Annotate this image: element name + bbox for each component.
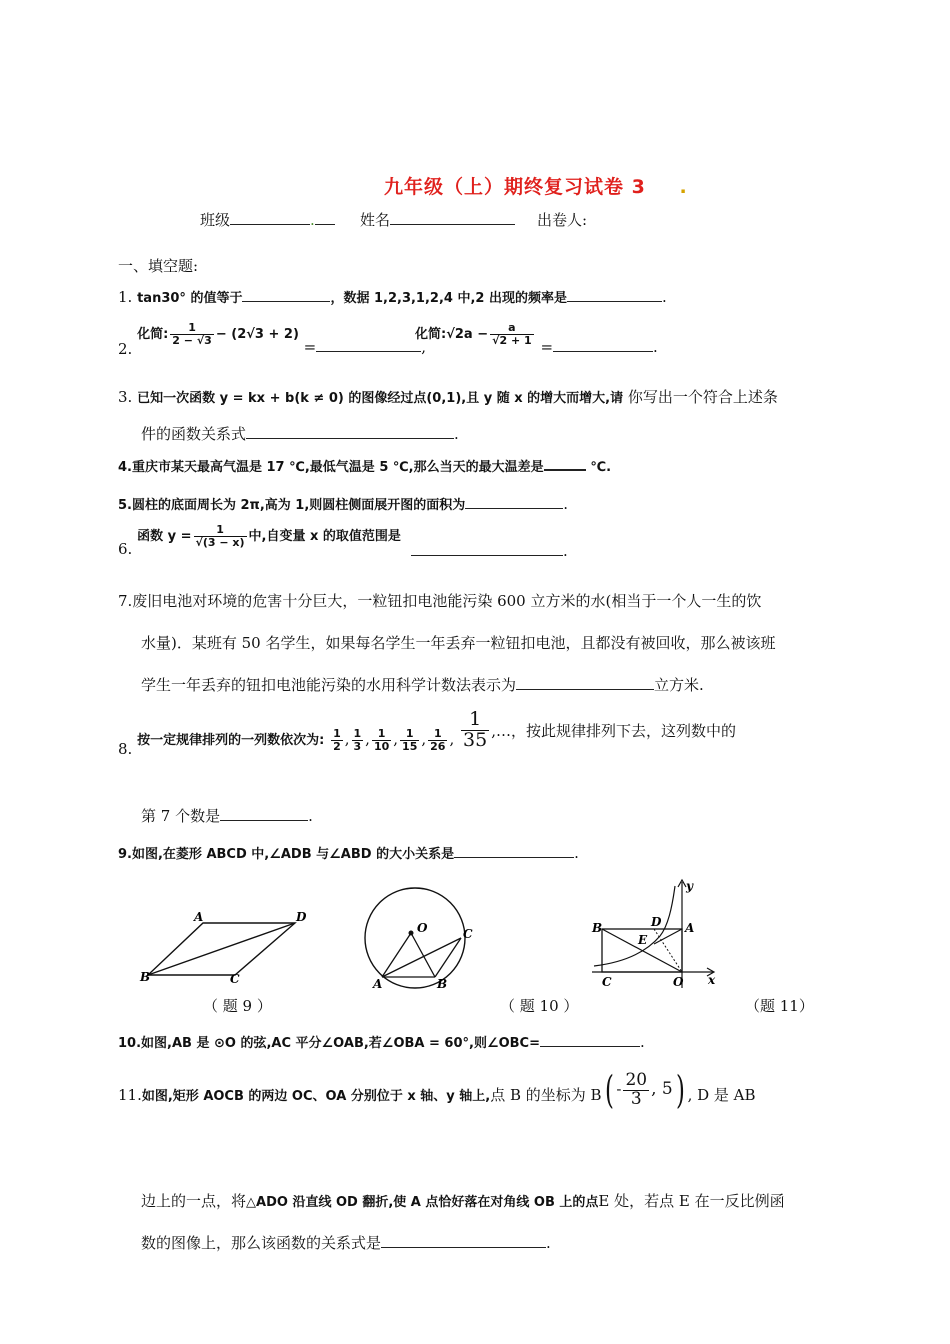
- question-11-line3: 数的图像上，那么该函数的关系式是 .: [141, 1234, 551, 1252]
- class-blank[interactable]: [230, 210, 310, 225]
- fig11-label-d: D: [651, 915, 662, 929]
- fig11-label-c: C: [602, 975, 612, 989]
- question-6: 6. 函数 y = $\frac{1}{√(3 - x)}$ 中,自变量 x 的取值范围是: [118, 523, 401, 559]
- question-8-line2: 第 7 个数是 .: [141, 807, 313, 825]
- fig11-label-x: x: [708, 973, 716, 987]
- fig10-label-a: A: [373, 977, 383, 991]
- question-4: 4.重庆市某天最高气温是 17 ℃,最低气温是 5 ℃,那么当天的最大温差是 ℃.: [118, 455, 611, 475]
- name-blank[interactable]: [390, 210, 515, 225]
- fig9-label-a: A: [194, 910, 204, 924]
- fig11-label-a: A: [685, 921, 695, 935]
- question-7-line2: 水量)．某班有 50 名学生，如果每名学生一年丢弃一粒钮扣电池，且都没有被回收，那么被该班: [141, 634, 776, 652]
- fig11-label-e: E: [638, 933, 648, 947]
- q11-blank[interactable]: [381, 1233, 546, 1248]
- question-11-line2: 边上的一点，将△ADO 沿直线 OD 翻折,使 A 点恰好落在对角线 OB 上的点E 处，若点 E 在一反比例函: [141, 1192, 785, 1210]
- setter-label: 出卷人:: [537, 211, 588, 229]
- q2-fraction-2: $\frac{a}{√2 + 1}$: [492, 321, 532, 347]
- q1-blank-2[interactable]: [567, 287, 662, 302]
- q6-fraction: $\frac{1}{√(3 - x)}$: [195, 523, 245, 549]
- q8-sequence: $\frac{1}{2}$ , $\frac{1}{3}$ , $\frac{1}{10}$ , $\frac{1}{15}$ , $\frac{1}{26}$ ,: [333, 727, 455, 753]
- q1-blank-1[interactable]: [242, 287, 330, 302]
- q4-blank[interactable]: [544, 455, 586, 471]
- question-2b: 化简:√2a − $\frac{a}{√2 + 1}$ = .: [415, 321, 658, 357]
- fig11-label-b: B: [592, 921, 603, 935]
- question-2: 2. 化简: $\frac{1}{2 - √3}$ − (2√3 + 2) = ,: [118, 321, 427, 359]
- fig11-label-y: y: [686, 879, 693, 893]
- caption-fig11: （题 11）: [745, 997, 814, 1015]
- fig9-label-d: D: [296, 910, 307, 924]
- figure-10-circle: [355, 880, 485, 995]
- class-field: 班级 .: [200, 209, 335, 230]
- q8-big-fraction: $\frac{1}{35}$: [463, 708, 488, 751]
- question-9: 9.如图,在菱形 ABCD 中,∠ADB 与∠ABD 的大小关系是 .: [118, 844, 579, 862]
- title-dot: .: [679, 176, 688, 198]
- figure-9-rhombus: [138, 905, 308, 985]
- question-1: 1. tan30° 的值等于 ，数据 1,2,3,1,2,4 中,2 出现的频率是 .: [118, 288, 667, 306]
- section-heading: 一、填空题:: [118, 257, 199, 275]
- fig11-label-o: O: [673, 975, 684, 989]
- question-3-line2: 件的函数关系式 .: [141, 425, 459, 443]
- fig9-label-c: C: [230, 972, 240, 985]
- question-8: 8. 按一定规律排列的一列数依次为: $\frac{1}{2}$ , $\frac{1}{3}$ , $\frac{1}{10}$ , $\frac{1}{15}$ , $\frac{1}{26}$ , $\frac{1}{35}$ ,…，按此规律排列下去，这列数中的: [118, 708, 736, 759]
- fig10-label-c: C: [463, 927, 473, 941]
- question-10: 10.如图,AB 是 ⊙O 的弦,AC 平分∠OAB,若∠OBA = 60°,则∠OBC= .: [118, 1033, 645, 1051]
- name-field: 姓名: [360, 209, 515, 230]
- fig9-label-b: B: [140, 970, 151, 984]
- q8-fraction-1: $\frac{1}{2}$: [333, 727, 341, 753]
- q3-blank[interactable]: [246, 424, 454, 439]
- caption-fig10: （ 题 10 ）: [500, 997, 579, 1015]
- caption-fig9: （ 题 9 ）: [203, 997, 272, 1015]
- q8-fraction-5: $\frac{1}{26}$: [430, 727, 446, 753]
- page-title: 九年级（上）期终复习试卷 3 .: [384, 176, 688, 198]
- question-3: 3. 已知一次函数 y = kx + b(k ≠ 0) 的图像经过点(0,1),且 y 随 x 的增大而增大,请 你写出一个符合上述条: [118, 388, 778, 406]
- q2-fraction-1: $\frac{1}{2 - √3}$: [172, 321, 212, 347]
- question-7-line1: 7.废旧电池对环境的危害十分巨大，一粒钮扣电池能污染 600 立方米的水(相当于一个人一生的饮: [118, 592, 762, 610]
- q11-fraction: $\frac{20}{3}$: [625, 1069, 648, 1109]
- question-5: 5.圆柱的底面周长为 2π,高为 1,则圆柱侧面展开图的面积为 .: [118, 495, 569, 513]
- q6-blank[interactable]: [411, 541, 563, 556]
- fig10-label-b: B: [437, 977, 448, 991]
- q7-blank[interactable]: [516, 675, 654, 690]
- figure-11-rectangle: [588, 878, 718, 993]
- question-7-line3: 学生一年丢弃的钮扣电池能污染的水用科学计数法表示为 立方米.: [141, 676, 704, 694]
- q2-blank-2[interactable]: [553, 337, 653, 352]
- q2-blank-1[interactable]: [316, 337, 421, 352]
- q8-blank[interactable]: [220, 806, 308, 821]
- q8-fraction-2: $\frac{1}{3}$: [353, 727, 362, 753]
- q5-blank[interactable]: [465, 494, 563, 509]
- q8-fraction-3: $\frac{1}{10}$: [373, 727, 390, 753]
- fig10-label-o: O: [417, 921, 428, 935]
- q8-fraction-4: $\frac{1}{15}$: [402, 727, 418, 753]
- q9-blank[interactable]: [454, 843, 574, 858]
- question-11: 11.如图,矩形 AOCB 的两边 OC、OA 分别位于 x 轴、y 轴上,点 B 的坐标为 B( - $\frac{20}{3}$ , 5) , D 是 AB: [118, 1068, 756, 1112]
- q10-blank[interactable]: [540, 1032, 640, 1047]
